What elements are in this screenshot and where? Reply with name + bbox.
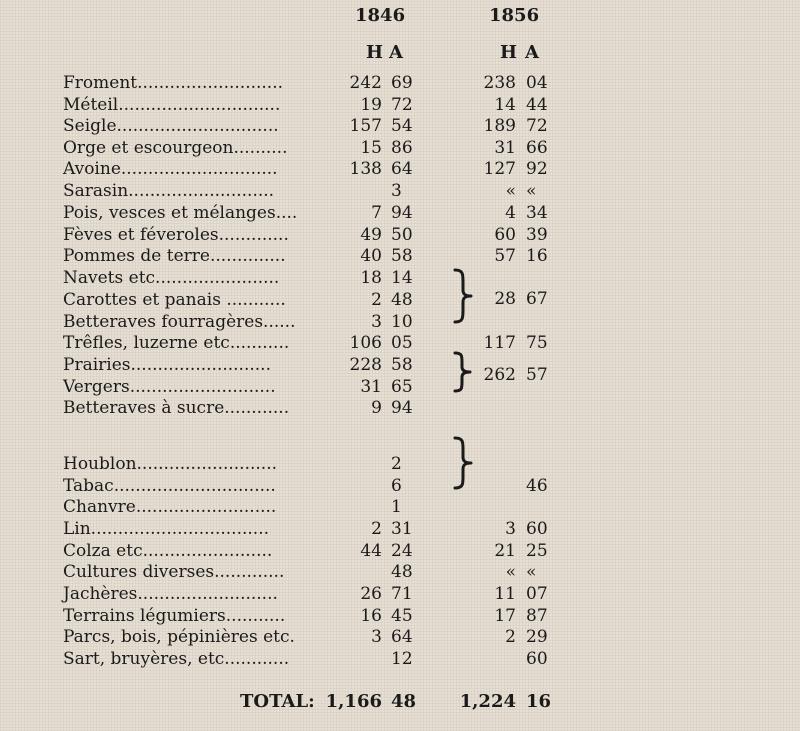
ares-1846: 94 xyxy=(391,398,413,418)
row-label: Pois, vesces et mélanges.... xyxy=(63,203,298,223)
table-row xyxy=(0,476,800,497)
hectares-1846: 138 xyxy=(349,159,382,179)
hectares-1856: 238 xyxy=(483,73,516,93)
row-label: Froment........................... xyxy=(63,73,284,93)
ares-1846: 6 xyxy=(391,476,402,496)
ares-1846: 12 xyxy=(391,649,413,669)
table-row xyxy=(0,355,800,376)
table-row xyxy=(0,541,800,562)
row-label: Houblon.......................... xyxy=(63,454,278,474)
row-label: Betteraves à sucre............ xyxy=(63,398,290,418)
ares-1846: 45 xyxy=(391,606,413,626)
table-row xyxy=(0,377,800,398)
merged-a-1856-roots: 67 xyxy=(526,289,548,309)
ares-1846: 69 xyxy=(391,73,413,93)
ares-1846: 94 xyxy=(391,203,413,223)
hectares-1846: 157 xyxy=(349,116,382,136)
curly-brace-icon xyxy=(445,351,475,393)
curly-brace-icon xyxy=(445,436,475,490)
table-row xyxy=(0,519,800,540)
table-row xyxy=(0,73,800,94)
row-label: Colza etc........................ xyxy=(63,541,273,561)
table-row xyxy=(0,497,800,518)
table-row xyxy=(0,290,800,311)
ares-1856: 39 xyxy=(526,225,548,245)
hectares-1856: 117 xyxy=(483,333,516,353)
merged-h-1856-meadows: 262 xyxy=(483,365,516,385)
ares-1846: 48 xyxy=(391,290,413,310)
hectares-1846: 2 xyxy=(371,290,382,310)
hectares-1846: 3 xyxy=(371,627,382,647)
curly-brace-icon xyxy=(445,268,475,324)
hectares-1846: 15 xyxy=(360,138,382,158)
hectares-1856: 21 xyxy=(494,541,516,561)
hectares-1846: 18 xyxy=(360,268,382,288)
hectares-1846: 9 xyxy=(371,398,382,418)
row-label: Cultures diverses............. xyxy=(63,562,285,582)
row-label: Terrains légumiers........... xyxy=(63,606,286,626)
row-label: Avoine............................. xyxy=(63,159,278,179)
row-label: Vergers........................... xyxy=(63,377,276,397)
ares-1856: 34 xyxy=(526,203,548,223)
ares-1856: 46 xyxy=(526,476,548,496)
ares-1846: 14 xyxy=(391,268,413,288)
hectares-1846: 2 xyxy=(371,519,382,539)
hectares-1856: 3 xyxy=(505,519,516,539)
row-label: Carottes et panais ........... xyxy=(63,290,286,310)
row-label: Seigle.............................. xyxy=(63,116,279,136)
hectares-1856: « xyxy=(505,562,516,582)
hectares-1846: 7 xyxy=(371,203,382,223)
table-row xyxy=(0,181,800,202)
hectares-1846: 106 xyxy=(349,333,382,353)
table-row xyxy=(0,312,800,333)
ares-1856: 60 xyxy=(526,519,548,539)
ares-1846: 2 xyxy=(391,454,402,474)
ares-1856: 92 xyxy=(526,159,548,179)
ares-1846: 65 xyxy=(391,377,413,397)
ares-1846: 31 xyxy=(391,519,413,539)
hectares-1856: 11 xyxy=(494,584,516,604)
ares-1846: 71 xyxy=(391,584,413,604)
table-row xyxy=(0,268,800,289)
hectares-1856: 14 xyxy=(494,95,516,115)
ares-1856: 07 xyxy=(526,584,548,604)
ares-1846: 3 xyxy=(391,181,402,201)
hectares-1856: 2 xyxy=(505,627,516,647)
ares-1846: 48 xyxy=(391,562,413,582)
year-1856-header: 1856 xyxy=(489,5,540,26)
hectares-1846: 31 xyxy=(360,377,382,397)
total-a-1846: 48 xyxy=(391,691,417,712)
table-row xyxy=(0,333,800,354)
hectares-1846: 49 xyxy=(360,225,382,245)
ares-1856: 04 xyxy=(526,73,548,93)
hectares-1856: 4 xyxy=(505,203,516,223)
total-row xyxy=(0,690,800,714)
ares-1856: 75 xyxy=(526,333,548,353)
ares-1846: 50 xyxy=(391,225,413,245)
a-column-header-1856: A xyxy=(525,42,539,63)
ares-1856: 87 xyxy=(526,606,548,626)
row-label: Sart, bruyères, etc............ xyxy=(63,649,290,669)
table-row xyxy=(0,562,800,583)
row-label: Chanvre.......................... xyxy=(63,497,277,517)
row-label: Sarasin........................... xyxy=(63,181,275,201)
hectares-1856: 31 xyxy=(494,138,516,158)
row-label: Prairies.......................... xyxy=(63,355,271,375)
ares-1846: 58 xyxy=(391,355,413,375)
ares-1846: 58 xyxy=(391,246,413,266)
hectares-1846: 44 xyxy=(360,541,382,561)
hectares-1846: 40 xyxy=(360,246,382,266)
table-row xyxy=(0,159,800,180)
table-row xyxy=(0,225,800,246)
table-row xyxy=(0,398,800,419)
ares-1846: 54 xyxy=(391,116,413,136)
table-row xyxy=(0,95,800,116)
hectares-1856: 57 xyxy=(494,246,516,266)
ares-1856: 60 xyxy=(526,649,548,669)
hectares-1846: 228 xyxy=(349,355,382,375)
table-row xyxy=(0,454,800,475)
hectares-1856: « xyxy=(505,181,516,201)
row-label: Betteraves fourragères...... xyxy=(63,312,296,332)
ares-1856: « xyxy=(526,181,537,201)
table-row xyxy=(0,138,800,159)
hectares-1846: 16 xyxy=(360,606,382,626)
row-label: Navets etc....................... xyxy=(63,268,280,288)
ares-1856: 16 xyxy=(526,246,548,266)
ares-1856: 25 xyxy=(526,541,548,561)
table-row xyxy=(0,246,800,267)
hectares-1846: 26 xyxy=(360,584,382,604)
ares-1846: 86 xyxy=(391,138,413,158)
ares-1846: 64 xyxy=(391,159,413,179)
ares-1856: 29 xyxy=(526,627,548,647)
ares-1856: 66 xyxy=(526,138,548,158)
total-label: TOTAL: xyxy=(240,691,315,712)
ares-1856: « xyxy=(526,562,537,582)
hectares-1856: 60 xyxy=(494,225,516,245)
merged-h-1856-roots: 28 xyxy=(494,289,516,309)
table-row xyxy=(0,203,800,224)
total-h-1856: 1,224 xyxy=(459,691,516,712)
table-row xyxy=(0,627,800,648)
row-label: Parcs, bois, pépinières etc. xyxy=(63,627,295,647)
row-label: Méteil.............................. xyxy=(63,95,281,115)
row-label: Tabac.............................. xyxy=(63,476,276,496)
hectares-1846: 3 xyxy=(371,312,382,332)
row-label: Jachères.......................... xyxy=(63,584,278,604)
ares-1856: 44 xyxy=(526,95,548,115)
row-label: Trêfles, luzerne etc........... xyxy=(63,333,290,353)
table-row xyxy=(0,649,800,670)
hectares-1846: 242 xyxy=(349,73,382,93)
ares-1856: 72 xyxy=(526,116,548,136)
ares-1846: 1 xyxy=(391,497,402,517)
table-row xyxy=(0,116,800,137)
table-row xyxy=(0,584,800,605)
year-1846-header: 1846 xyxy=(355,5,406,26)
row-label: Fèves et féveroles............. xyxy=(63,225,289,245)
h-column-header-1856: H xyxy=(500,42,518,63)
ares-1846: 05 xyxy=(391,333,413,353)
row-label: Lin................................. xyxy=(63,519,270,539)
hectares-1846: 19 xyxy=(360,95,382,115)
ares-1846: 72 xyxy=(391,95,413,115)
ares-1846: 10 xyxy=(391,312,413,332)
hectares-1856: 127 xyxy=(483,159,516,179)
h-column-header-1846: H xyxy=(366,42,384,63)
table-row xyxy=(0,606,800,627)
merged-a-1856-meadows: 57 xyxy=(526,365,548,385)
a-column-header-1846: A xyxy=(389,42,403,63)
ares-1846: 64 xyxy=(391,627,413,647)
row-label: Pommes de terre.............. xyxy=(63,246,286,266)
total-h-1846: 1,166 xyxy=(325,691,382,712)
ares-1846: 24 xyxy=(391,541,413,561)
row-label: Orge et escourgeon.......... xyxy=(63,138,288,158)
hectares-1856: 189 xyxy=(483,116,516,136)
total-a-1856: 16 xyxy=(526,691,552,712)
hectares-1856: 17 xyxy=(494,606,516,626)
